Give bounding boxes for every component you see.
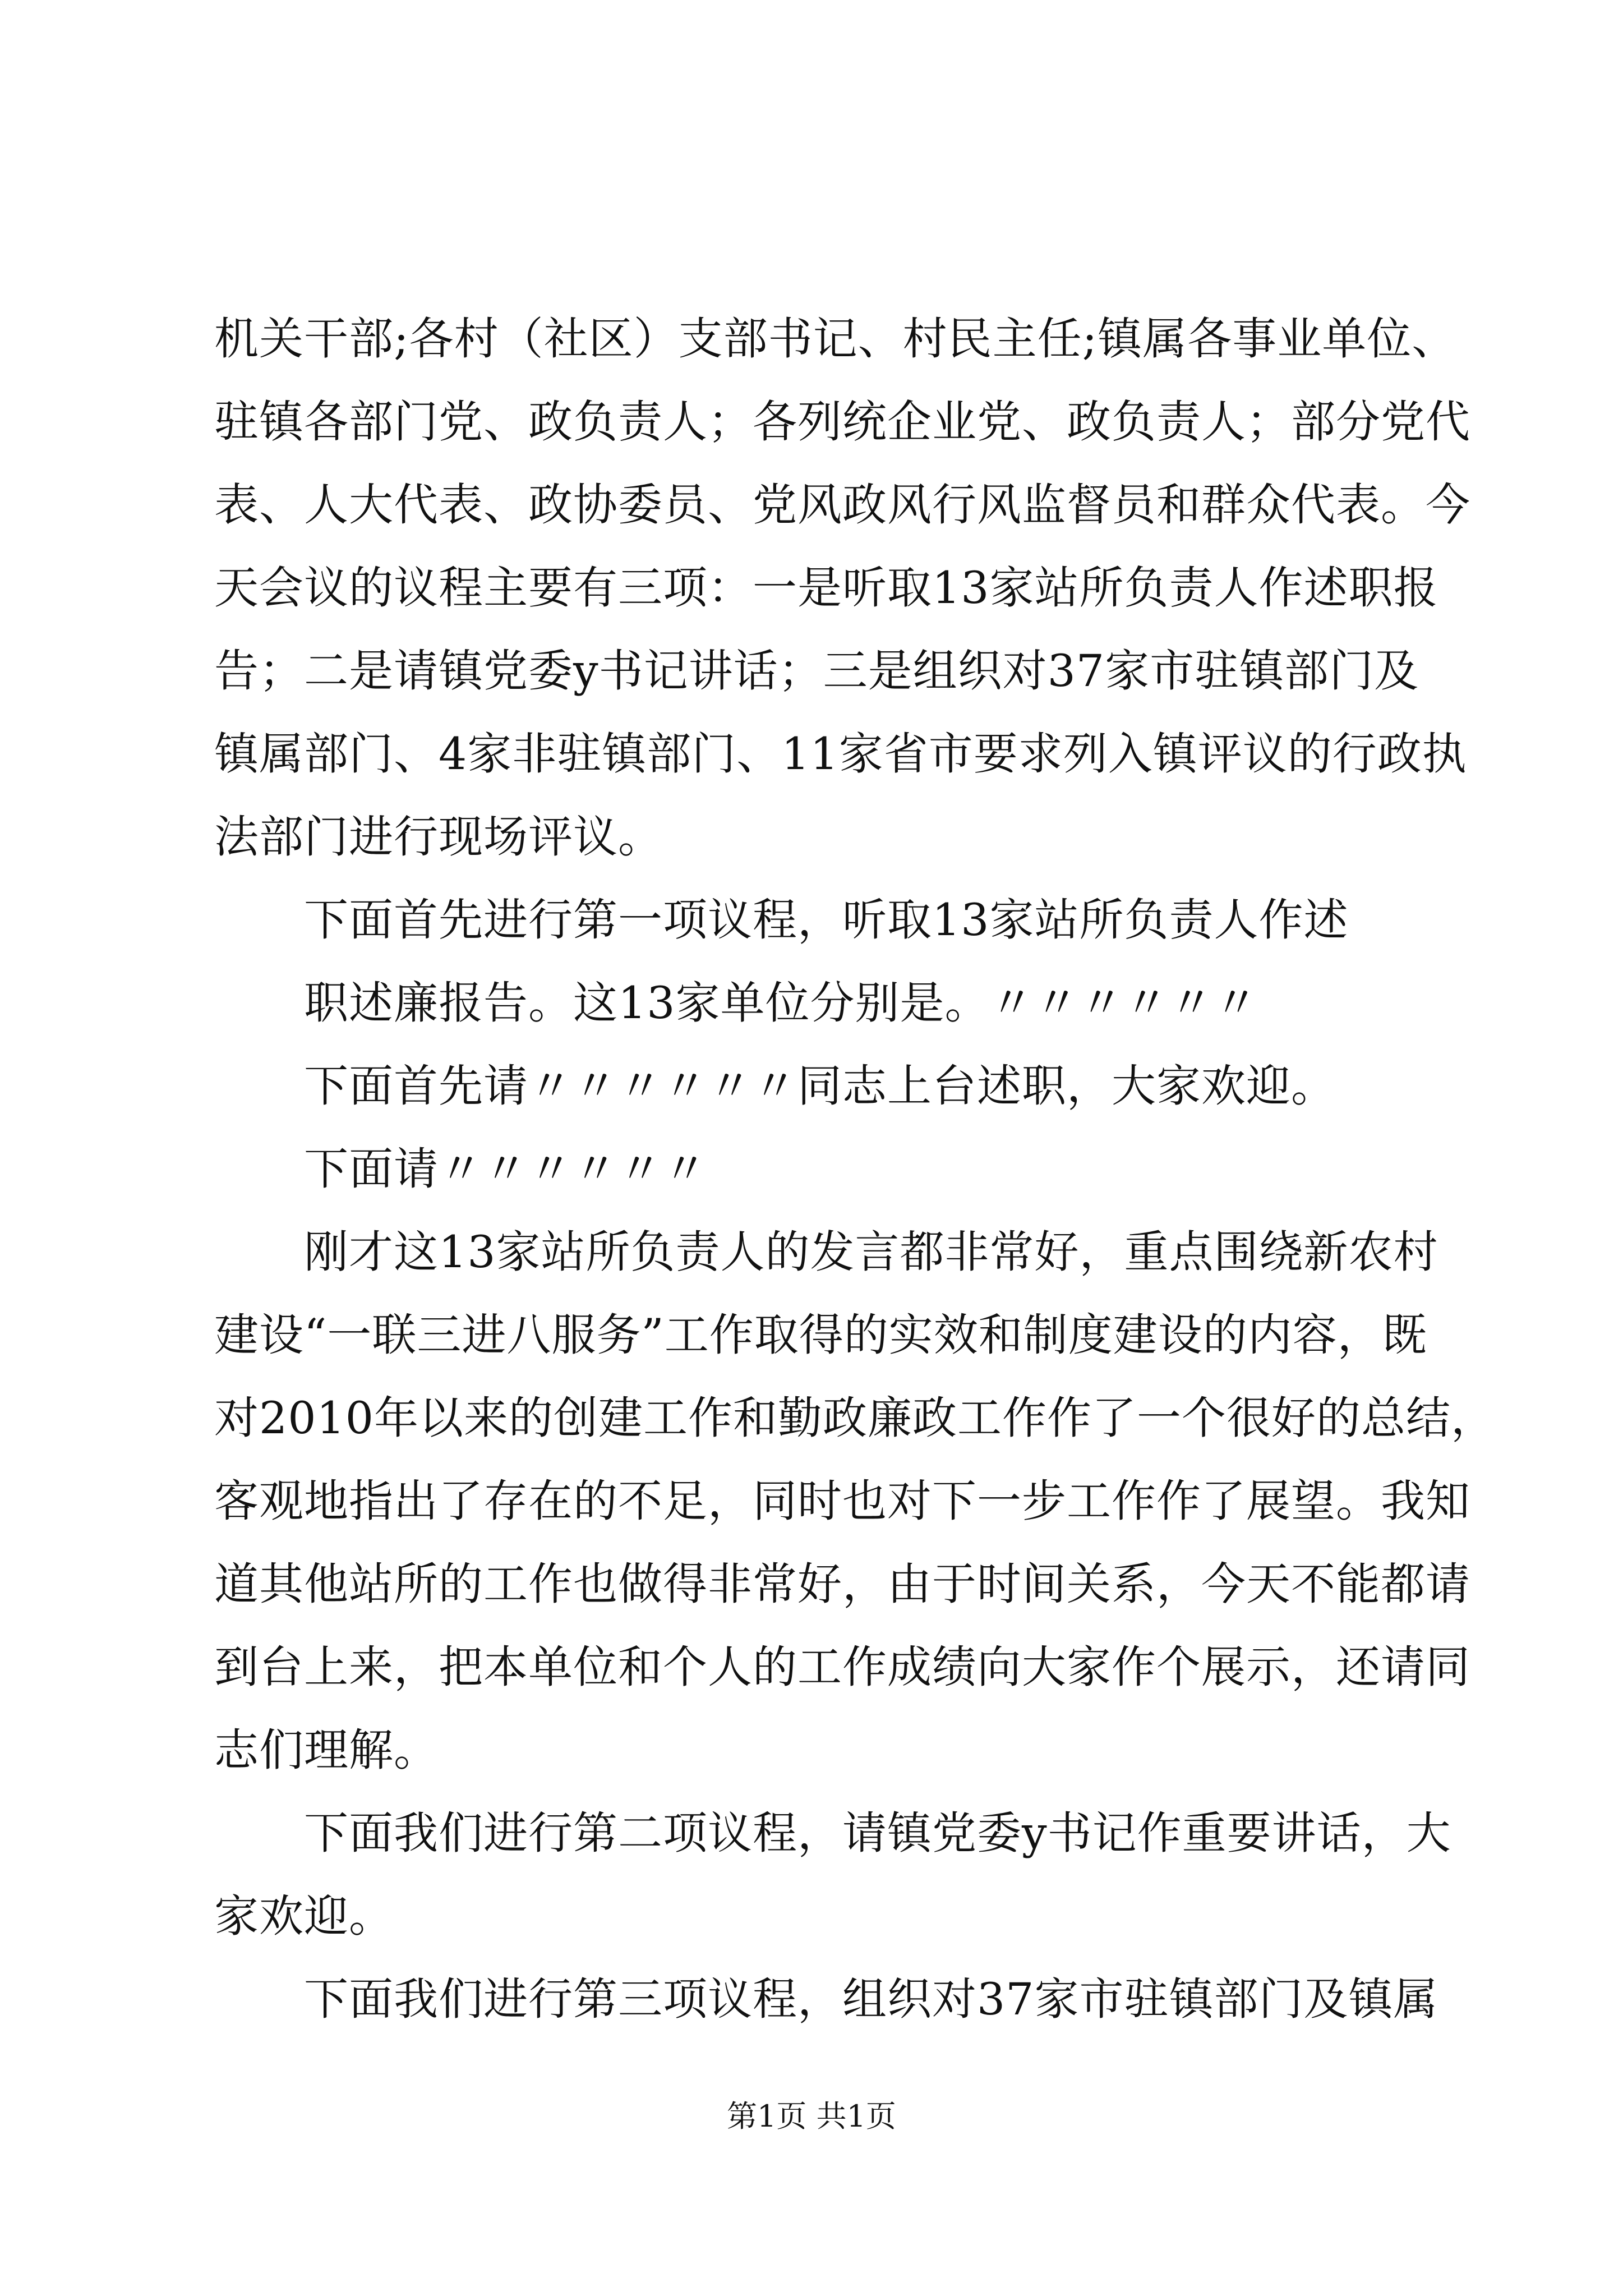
page-footer: 第1页 共1页	[727, 2099, 896, 2134]
text-line: 天会议的议程主要有三项：一是听取13家站所负责人作述职报	[214, 562, 1438, 614]
document-body	[214, 297, 1496, 2041]
text-line: 对2010年以来的创建工作和勤政廉政工作作了一个很好的总结，	[214, 1392, 1496, 1444]
text-line: 志们理解。	[214, 1724, 439, 1776]
text-line: 下面我们进行第三项议程，组织对37家市驻镇部门及镇属	[304, 1973, 1438, 2025]
text-line: 到台上来，把本单位和个人的工作成绩向大家作个展示，还请同	[214, 1641, 1470, 1693]
text-line: 表、人大代表、政协委员、党风政风行风监督员和群众代表。今	[214, 479, 1470, 531]
text-line: 下面请〃〃〃〃〃〃	[304, 1143, 708, 1195]
text-line: 职述廉报告。这13家单位分别是。〃〃〃〃〃〃	[304, 977, 1259, 1029]
text-line: 客观地指出了存在的不足，同时也对下一步工作作了展望。我知	[214, 1475, 1470, 1527]
text-line: 刚才这13家站所负责人的发言都非常好，重点围绕新农村	[304, 1226, 1438, 1278]
text-line: 告；二是请镇党委y书记讲话；三是组织对37家市驻镇部门及	[214, 645, 1419, 697]
text-line: 镇属部门、4家非驻镇部门、11家省市要求列入镇评议的行政执	[214, 728, 1467, 780]
text-line: 驻镇各部门党、政负责人；各列统企业党、政负责人；部分党代	[214, 396, 1470, 448]
text-line: 下面我们进行第二项议程，请镇党委y书记作重要讲话，大	[304, 1807, 1451, 1859]
text-line: 道其他站所的工作也做得非常好，由于时间关系，今天不能都请	[214, 1558, 1470, 1610]
text-line: 建设“一联三进八服务”工作取得的实效和制度建设的内容，既	[214, 1309, 1427, 1361]
text-line: 法部门进行现场评议。	[214, 811, 663, 863]
text-line: 机关干部;各村（社区）支部书记、村民主任;镇属各事业单位、	[214, 313, 1457, 365]
text-line: 下面首先进行第一项议程，听取13家站所负责人作述	[304, 894, 1349, 946]
text-line: 家欢迎。	[214, 1890, 394, 1942]
text-line: 下面首先请〃〃〃〃〃〃同志上台述职，大家欢迎。	[304, 1060, 1336, 1112]
